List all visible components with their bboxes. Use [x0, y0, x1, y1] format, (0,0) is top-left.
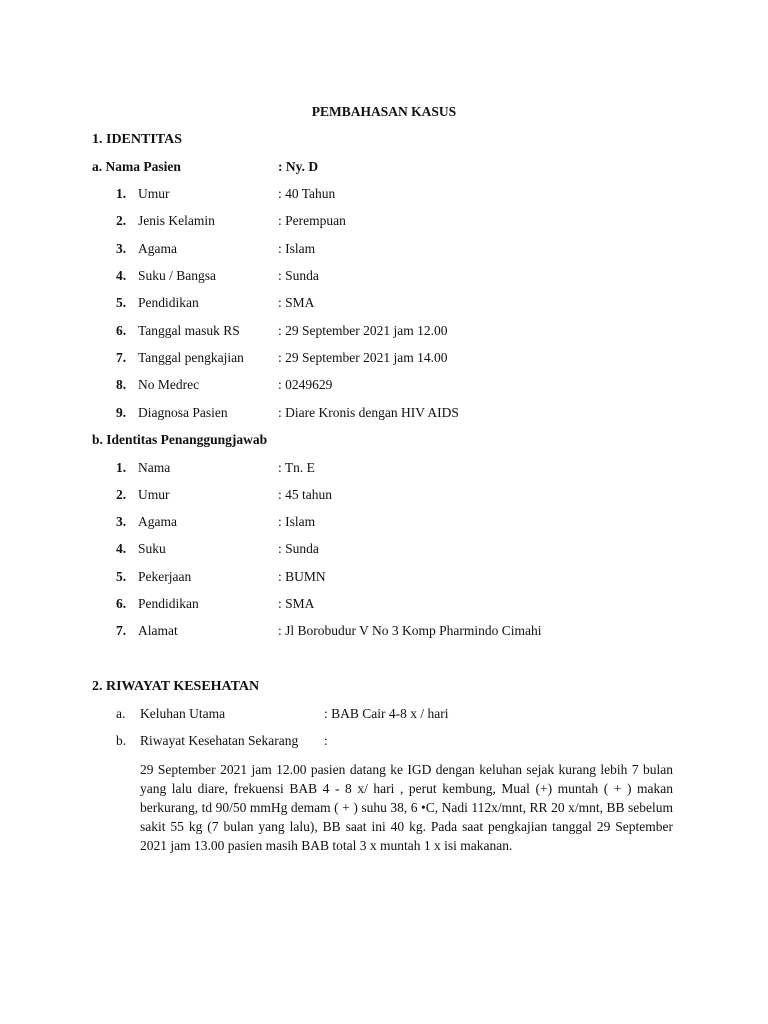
item-label: Alamat — [138, 623, 178, 638]
item-value: : SMA — [278, 295, 315, 310]
item-number: 4 . — [116, 268, 126, 284]
item-value: : Diare Kronis dengan HIV AIDS — [278, 405, 459, 420]
item-value: : Tn. E — [278, 460, 315, 475]
item-label: Riwayat Kesehatan Sekarang — [140, 733, 299, 748]
item-label: Tanggal pengkajian — [138, 350, 244, 365]
item-value: : Perempuan — [278, 213, 346, 228]
item-number: 5 . — [116, 295, 126, 311]
item-number: 2 . — [116, 487, 126, 503]
item-label: Pendidikan — [138, 596, 199, 611]
guardian-heading: b. Identitas Penanggungjawab — [92, 432, 268, 447]
item-number: 3 . — [116, 241, 126, 257]
item-number: 6 . — [116, 323, 126, 339]
item-letter: a . — [116, 706, 125, 722]
item-number: 2 . — [116, 213, 126, 229]
item-value: : SMA — [278, 596, 315, 611]
item-number: 1 . — [116, 186, 126, 202]
item-number: 5 . — [116, 569, 126, 585]
section-identitas-heading: 1. IDENTITAS — [92, 132, 182, 147]
item-label: Suku / Bangsa — [138, 268, 217, 283]
patient-name-value: : Ny. D — [278, 159, 319, 174]
item-label: No Medrec — [138, 377, 200, 392]
item-label: Suku — [138, 541, 166, 556]
page-title: PEMBAHASAN KASUS — [311, 104, 457, 119]
item-value: : 29 September 2021 jam 12.00 — [278, 323, 448, 338]
item-number: 7 . — [116, 623, 126, 639]
item-label: Keluhan Utama — [140, 706, 226, 721]
item-value: : Jl Borobudur V No 3 Komp Pharmindo Cimahi — [278, 623, 542, 638]
item-number: 9 . — [116, 405, 126, 421]
item-label: Jenis Kelamin — [138, 213, 215, 228]
item-label: Agama — [138, 514, 177, 529]
history-paragraph: 29 September 2021 jam 12.00 pasien datang ke IGD dengan keluhan sejak kurang lebih 7 bulan yang lalu diare, frekuensi BAB 4 - 8 x/ hari , perut kembung, Mual (+) muntah ( + ) makan berkurang, td 90/50 mmHg demam ( + ) suhu 38, 6 •C, Nadi 112x/mnt, RR 20 x/mnt, BB sebelum sakit 55 kg (7 bulan yang lalu), BB saat ini 40 kg. Pada saat pengkajian tanggal 29 September 2021 jam 13.00 pasien masih BAB total 3 x muntah 1 x isi makanan. — [140, 762, 673, 853]
item-number: 3 . — [116, 514, 126, 530]
item-label: Diagnosa Pasien — [138, 405, 228, 420]
item-label: Umur — [138, 186, 170, 201]
patient-name-label: a. Nama Pasien — [92, 159, 181, 174]
item-number: 7 . — [116, 350, 126, 366]
item-value: : Islam — [278, 241, 316, 256]
item-label: Umur — [138, 487, 170, 502]
item-value: : 29 September 2021 jam 14.00 — [278, 350, 448, 365]
item-value: : 0249629 — [278, 377, 333, 392]
item-label: Pendidikan — [138, 295, 199, 310]
item-label: Agama — [138, 241, 177, 256]
item-value: : — [324, 733, 328, 748]
item-value: : 45 tahun — [278, 487, 332, 502]
item-label: Nama — [138, 460, 171, 475]
section-riwayat-heading: 2. RIWAYAT KESEHATAN — [92, 679, 260, 694]
item-value: : 40 Tahun — [278, 186, 336, 201]
item-value: : Sunda — [278, 268, 319, 283]
item-number: 8 . — [116, 377, 126, 393]
item-letter: b . — [116, 733, 126, 749]
item-value: : BAB Cair 4-8 x / hari — [324, 706, 449, 721]
item-number: 4 . — [116, 541, 126, 557]
item-number: 1 . — [116, 460, 126, 476]
item-value: : Sunda — [278, 541, 319, 556]
item-label: Pekerjaan — [138, 569, 192, 584]
item-value: : BUMN — [278, 569, 326, 584]
patient-name-row — [92, 159, 319, 175]
item-label: Tanggal masuk RS — [138, 323, 240, 338]
item-value: : Islam — [278, 514, 316, 529]
item-number: 6 . — [116, 596, 126, 612]
